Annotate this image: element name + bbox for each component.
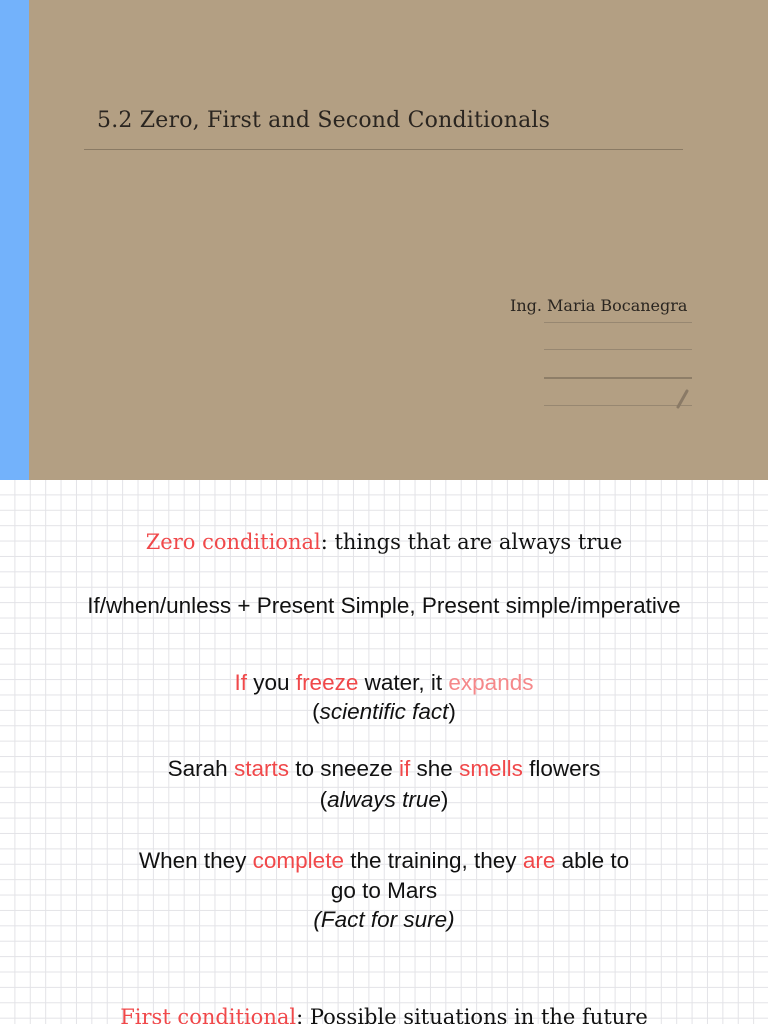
signature-line [544,377,692,379]
signature-line [544,322,692,323]
cover-author: Ing. Maria Bocanegra [510,296,688,315]
term-zero-conditional: Zero conditional [145,530,321,554]
example-text: Sarah [167,756,234,781]
example-text: the training, they [343,848,523,873]
example-text: you [247,670,296,695]
zero-conditional-definition: : things that are always true [320,530,623,554]
keyword-if: If [234,670,248,695]
paren-close: ) [448,699,456,724]
notebook-cover [0,0,768,480]
paren-close: ) [440,787,449,812]
keyword-smells: smells [459,756,523,781]
example-text: she [410,756,460,781]
keyword-starts: starts [233,756,289,781]
notebook-spine [0,0,29,480]
example-text: to sneeze [288,756,400,781]
example-text: water, it [358,670,449,695]
keyword-freeze: freeze [295,670,359,695]
keyword-are: are [522,848,556,873]
pencil-icon [672,388,692,410]
example-sarah-sneeze [0,754,768,784]
example-text: able to [555,848,630,873]
example-text: flowers [522,756,601,781]
example-text: When they [138,848,253,873]
keyword-if: if [399,756,411,781]
paren-open: ( [319,787,328,812]
zero-conditional-heading [0,527,768,557]
signature-line [544,405,692,406]
term-first-conditional: First conditional [120,1005,297,1024]
example-note-fact-for-sure: (Fact for sure) [313,907,455,932]
title-underline [84,149,683,150]
example-freeze-water [0,668,768,698]
keyword-complete: complete [252,848,344,873]
note-text: scientific fact [319,699,449,724]
zero-conditional-structure: If/when/unless + Present Simple, Present simple/imperative [87,593,681,618]
cover-title: 5.2 Zero, First and Second Conditionals [97,108,551,133]
first-conditional-definition: : Possible situations in the future [296,1005,648,1024]
example-note-scientific-fact [0,697,768,727]
example-note-always-true [0,785,768,815]
keyword-expands: expands [448,670,534,695]
paren-open: ( [312,699,320,724]
note-text: always true [327,787,441,812]
example-mars-training [0,846,768,876]
grid-paper-page [0,480,768,1024]
example-mars-line2: go to Mars [330,878,438,903]
first-conditional-heading [0,1002,768,1024]
signature-line [544,349,692,350]
